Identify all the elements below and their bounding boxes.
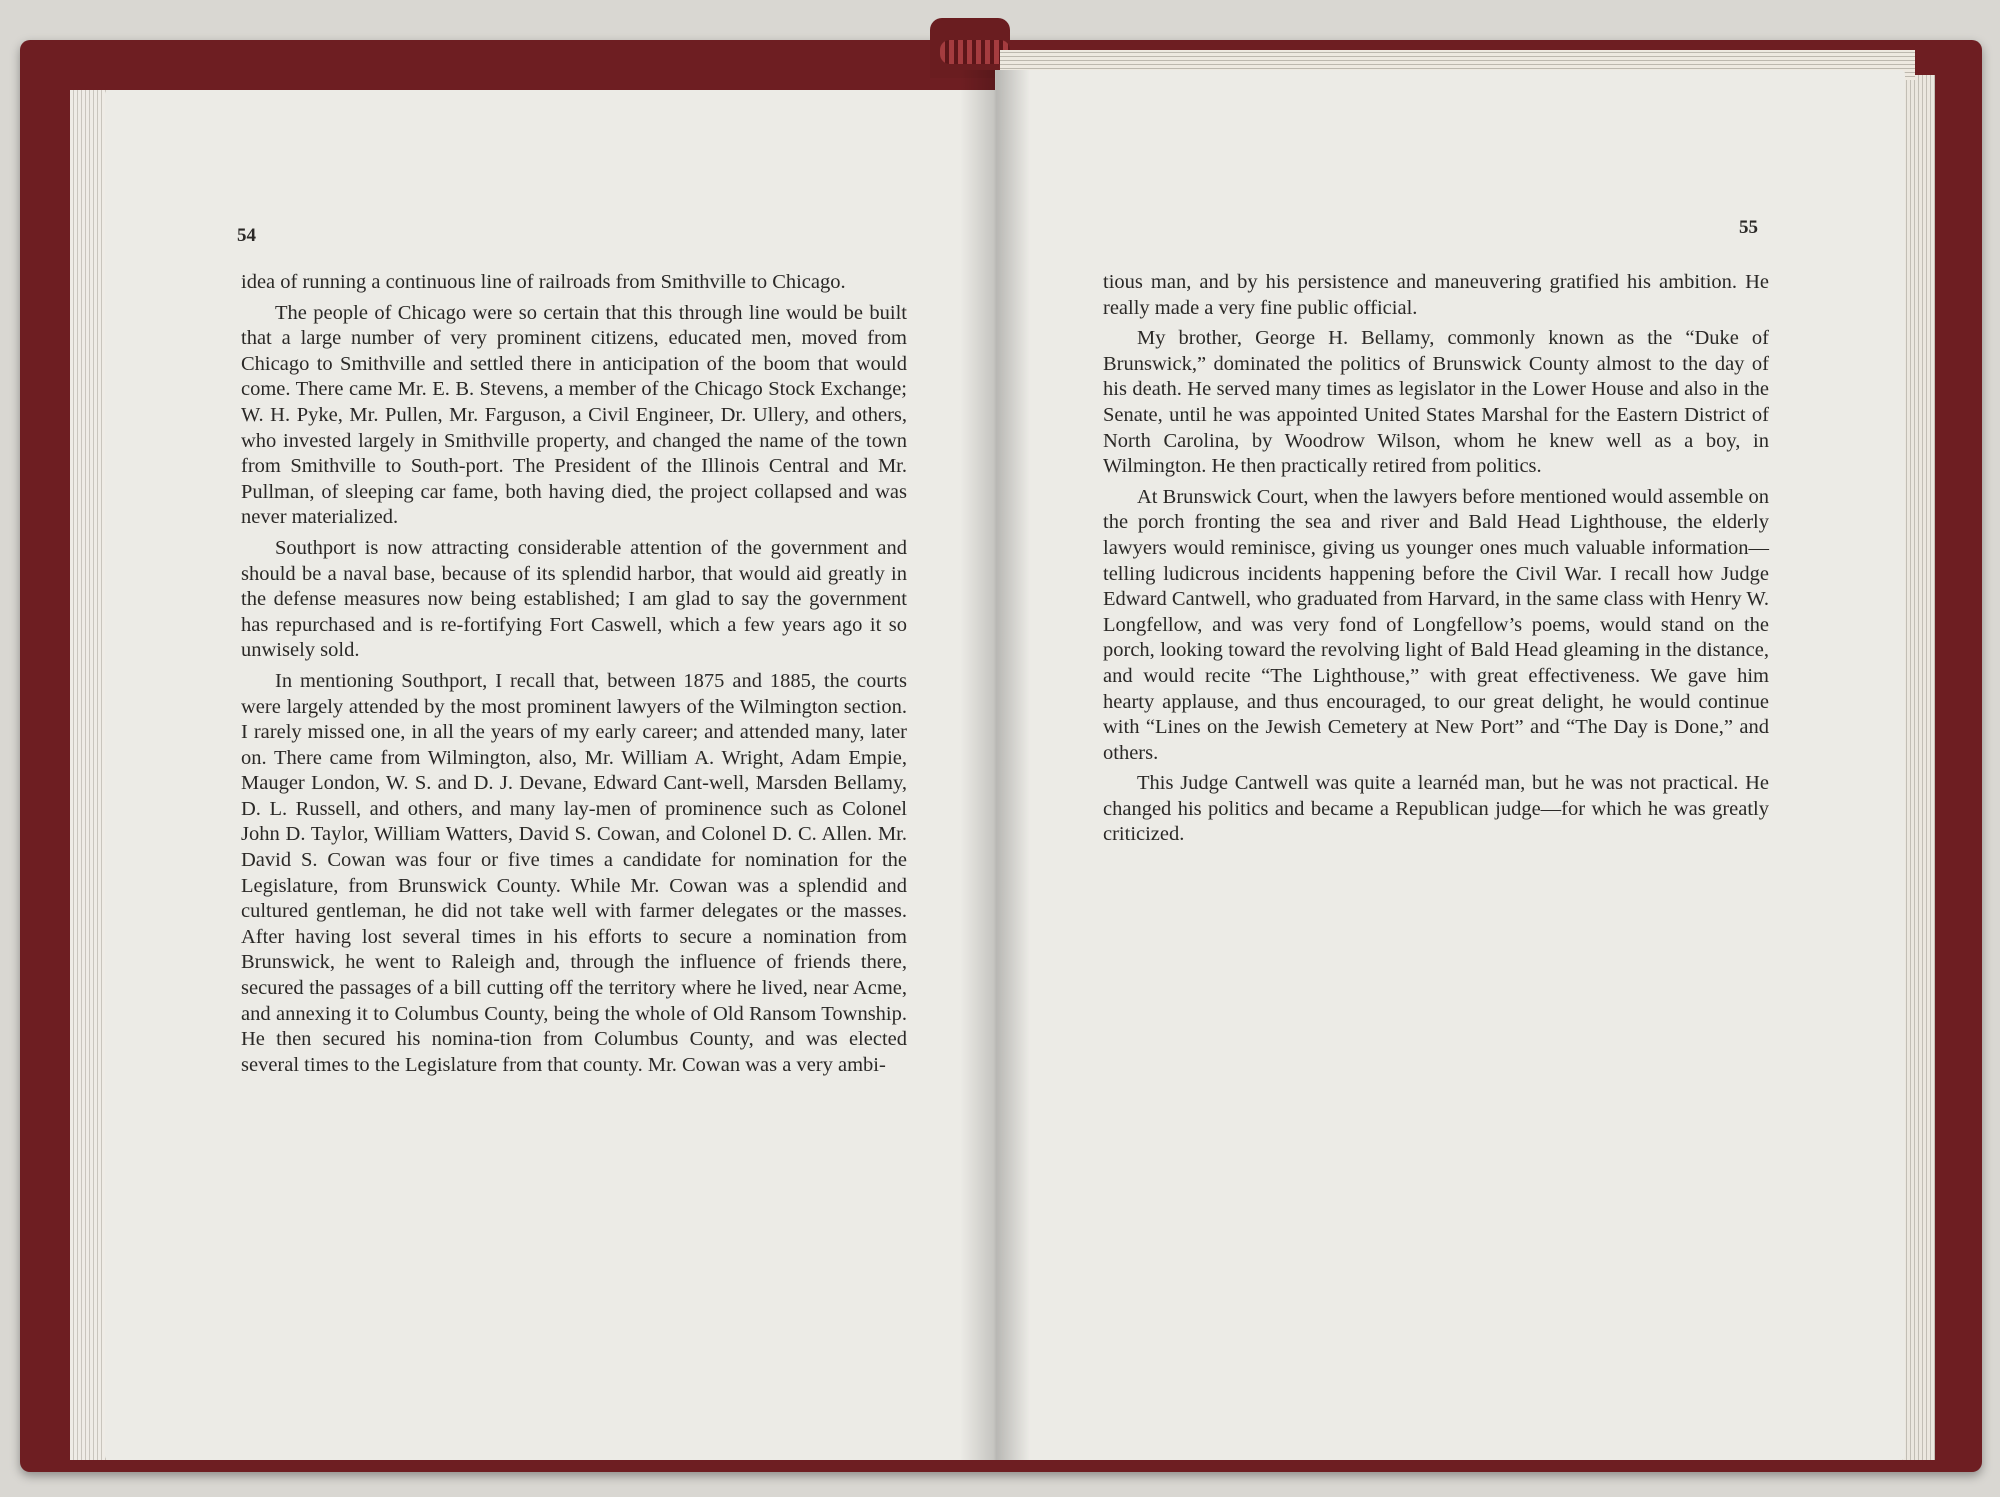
- page-text: [1103, 270, 1769, 853]
- page-edges-left: [70, 90, 110, 1460]
- paragraph: Southport is now attracting considerable attention of the government and should be a naval base, because of its splendid harbor, that would aid greatly in the defense measures now being established; I am glad to say the government has repurchased and is re-fortifying Fort Caswell, which a few years ago it so unwisely sold.: [241, 536, 907, 662]
- gutter-shadow: [960, 70, 1030, 1460]
- paragraph: tious man, and by his persistence and maneuvering gratified his ambition. He really made a very fine public official.: [1103, 271, 1769, 319]
- right-page: [995, 70, 1905, 1460]
- paragraph: The people of Chicago were so certain that this through line would be built that a large number of very prominent citizens, educated men, moved from Chicago to Smithville and settled there in anticipation of the boom that would come. There came Mr. E. B. Stevens, a member of the Chicago Stock Exchange; W. H. Pyke, Mr. Pullen, Mr. Farguson, a Civil Engineer, Dr. Ullery, and others, who invested largely in Smithville property, and changed the name of the town from Smithville to South-port. The President of the Illinois Central and Mr. Pullman, of sleeping car fame, both having died, the project collapsed and was never materialized.: [241, 301, 907, 529]
- paragraph: At Brunswick Court, when the lawyers before mentioned would assemble on the porch fronting the sea and river and Bald Head Lighthouse, the elderly lawyers would reminisce, giving us younger ones much valuable information—telling ludicrous incidents happening before the Civil War. I recall how Judge Edward Cantwell, who graduated from Harvard, in the same class with Henry W. Longfellow, and was very fond of Longfellow’s poems, would stand on the porch, looking toward the revolving light of Bald Head gleaming in the distance, and would recite “The Lighthouse,” with great effectiveness. We gave him hearty applause, and thus encouraged, to our great delight, he would continue with “Lines on the Jewish Cemetery at New Port” and “The Day is Done,” and others.: [1103, 485, 1769, 764]
- left-page: [105, 90, 995, 1460]
- page-text: [241, 270, 907, 1083]
- page-number: 55: [1739, 217, 1758, 238]
- paragraph: My brother, George H. Bellamy, commonly known as the “Duke of Brunswick,” dominated the politics of Brunswick County almost to the day of his death. He served many times as legislator in the Lower House and also in the Senate, until he was appointed United States Marshal for the Eastern District of North Carolina, by Woodrow Wilson, whom he knew well as a boy, in Wilmington. He then practically retired from politics.: [1103, 327, 1769, 478]
- paragraph: idea of running a continuous line of railroads from Smithville to Chicago.: [241, 271, 846, 293]
- page-number: 54: [237, 225, 256, 246]
- paragraph: This Judge Cantwell was quite a learnéd man, but he was not practical. He changed his politics and became a Republican judge—for which he was greatly criticized.: [1103, 772, 1769, 846]
- paragraph: In mentioning Southport, I recall that, between 1875 and 1885, the courts were largely attended by the most prominent lawyers of the Wilmington section. I rarely missed one, in all the years of my early career; and attended many, later on. There came from Wilmington, also, Mr. William A. Wright, Adam Empie, Mauger London, W. S. and D. J. Devane, Edward Cant-well, Marsden Bellamy, D. L. Russell, and others, and many lay-men of prominence such as Colonel John D. Taylor, William Watters, David S. Cowan, and Colonel D. C. Allen. Mr. David S. Cowan was four or five times a candidate for nomination for the Legislature, from Brunswick County. While Mr. Cowan was a splendid and cultured gentleman, he did not take well with farmer delegates or the masses. After having lost several times in his efforts to secure a nomination from Brunswick, he went to Raleigh and, through the influence of friends there, secured the passages of a bill cutting off the territory where he lived, near Acme, and annexing it to Columbus County, being the whole of Old Ransom Township. He then secured his nomina-tion from Columbus County, and was elected several times to the Legislature from that county. Mr. Cowan was a very ambi-: [241, 669, 907, 1076]
